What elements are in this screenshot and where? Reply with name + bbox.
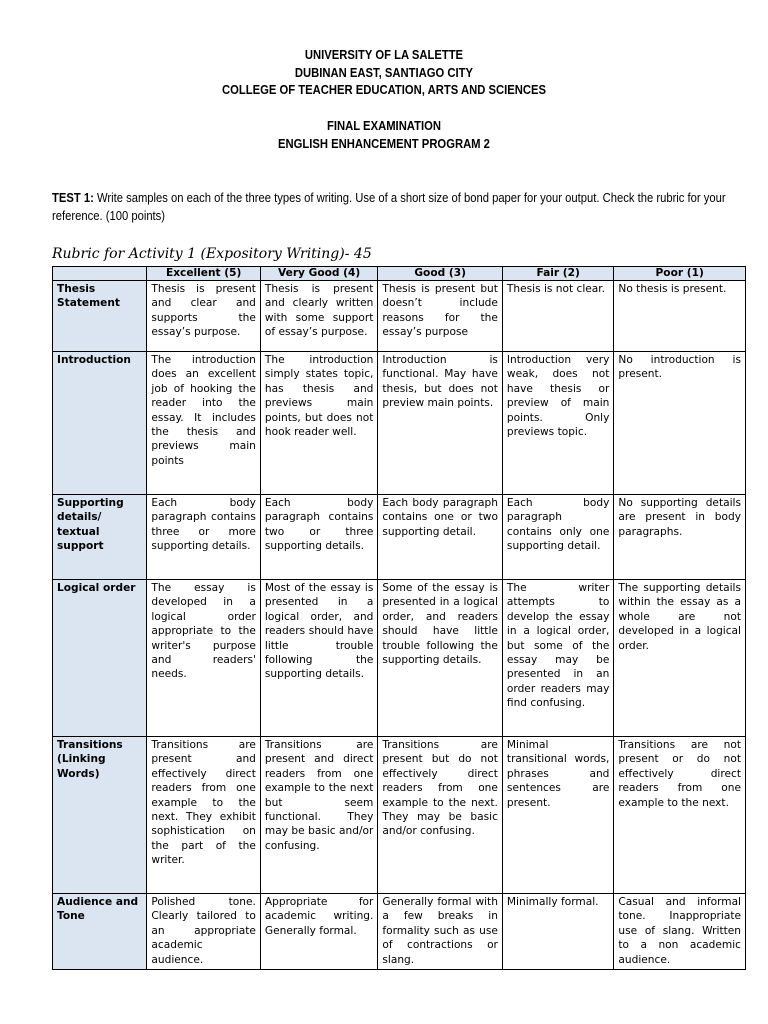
criterion-label: Transitions (Linking Words) bbox=[53, 737, 147, 894]
rubric-row-audience-tone bbox=[53, 894, 746, 970]
exam-header bbox=[38, 118, 729, 153]
rubric-cell: Most of the essay is presented in a logical order, and readers should have little trouble following the supporting details. bbox=[260, 580, 378, 737]
university-name: UNIVERSITY OF LA SALETTE bbox=[304, 48, 464, 62]
rubric-table bbox=[52, 266, 746, 970]
rubric-cell: Minimally formal. bbox=[502, 894, 613, 970]
rubric-row-introduction bbox=[53, 352, 746, 495]
column-header-poor: Poor (1) bbox=[614, 267, 746, 281]
rubric-cell: Polished tone. Clearly tailored to an appropriate academic audience. bbox=[147, 894, 260, 970]
rubric-cell: Each body paragraph contains two or three supporting details. bbox=[260, 495, 378, 580]
column-header-good: Good (3) bbox=[378, 267, 503, 281]
institution-header bbox=[38, 47, 729, 100]
rubric-cell: The supporting details within the essay as a whole are not developed in a logical order. bbox=[614, 580, 746, 737]
rubric-cell: The introduction does an excellent job of hooking the reader into the essay. It includes the thesis and previews main points bbox=[147, 352, 260, 495]
test-instructions bbox=[52, 189, 746, 224]
criterion-label: Audience and Tone bbox=[53, 894, 147, 970]
rubric-header-row bbox=[53, 267, 746, 281]
rubric-cell: Transitions are present and direct readers from one example to the next but seem functional. They may be basic and/or confusing. bbox=[260, 737, 378, 894]
rubric-row-thesis bbox=[53, 281, 746, 352]
rubric-cell: The introduction simply states topic, has thesis and previews main points, but does not hook reader well. bbox=[260, 352, 378, 495]
university-address: DUBINAN EAST, SANTIAGO CITY bbox=[294, 65, 474, 80]
test-text: Write samples on each of the three types of writing. Use of a short size of bond paper for your output. Check the rubric for your reference. (100 points) bbox=[52, 190, 726, 223]
rubric-cell: Thesis is present and clearly written with some support of essay’s purpose. bbox=[260, 281, 378, 352]
college-name: COLLEGE OF TEACHER EDUCATION, ARTS AND SCIENCES bbox=[222, 83, 546, 97]
rubric-cell: Casual and informal tone. Inappropriate use of slang. Written to a non academic audience. bbox=[614, 894, 746, 970]
column-header-excellent: Excellent (5) bbox=[147, 267, 260, 281]
rubric-row-transitions bbox=[53, 737, 746, 894]
rubric-cell: Each body paragraph contains only one supporting detail. bbox=[502, 495, 613, 580]
rubric-cell: Thesis is not clear. bbox=[502, 281, 613, 352]
rubric-cell: Each body paragraph contains one or two supporting detail. bbox=[378, 495, 503, 580]
rubric-cell: Minimal transitional words, phrases and sentences are present. bbox=[502, 737, 613, 894]
rubric-cell: Generally formal with a few breaks in formality such as use of contractions or slang. bbox=[378, 894, 503, 970]
column-header-fair: Fair (2) bbox=[502, 267, 613, 281]
rubric-cell: Introduction very weak, does not have thesis or preview of main points. Only previews topic. bbox=[502, 352, 613, 495]
rubric-cell: No supporting details are present in body paragraphs. bbox=[614, 495, 746, 580]
rubric-cell: No thesis is present. bbox=[614, 281, 746, 352]
criterion-label: Supporting details/ textual support bbox=[53, 495, 147, 580]
criterion-label: Thesis Statement bbox=[53, 281, 147, 352]
rubric-cell: The essay is developed in a logical order appropriate to the writer's purpose and readers' needs. bbox=[147, 580, 260, 737]
rubric-cell: Some of the essay is presented in a logical order, and readers should have little trouble following the supporting details. bbox=[378, 580, 503, 737]
rubric-cell: Each body paragraph contains three or more supporting details. bbox=[147, 495, 260, 580]
rubric-cell: No introduction is present. bbox=[614, 352, 746, 495]
rubric-corner-cell bbox=[53, 267, 147, 281]
rubric-title: Rubric for Activity 1 (Expository Writing)- 45 bbox=[52, 246, 372, 262]
exam-title: FINAL EXAMINATION bbox=[327, 119, 441, 133]
criterion-label: Introduction bbox=[53, 352, 147, 495]
program-title: ENGLISH ENHANCEMENT PROGRAM 2 bbox=[278, 136, 490, 151]
rubric-cell: The writer attempts to develop the essay in a logical order, but some of the essay may be presented in an order readers may find confusing. bbox=[502, 580, 613, 737]
rubric-cell: Transitions are not present or do not effectively direct readers from one example to the next. bbox=[614, 737, 746, 894]
rubric-cell: Thesis is present and clear and supports the essay’s purpose. bbox=[147, 281, 260, 352]
rubric-cell: Introduction is functional. May have thesis, but does not preview main points. bbox=[378, 352, 503, 495]
column-header-very-good: Very Good (4) bbox=[260, 267, 378, 281]
rubric-cell: Transitions are present and effectively direct readers from one example to the next. They exhibit sophistication on the part of the writer. bbox=[147, 737, 260, 894]
rubric-row-supporting-details bbox=[53, 495, 746, 580]
rubric-cell: Thesis is present but doesn’t include reasons for the essay’s purpose bbox=[378, 281, 503, 352]
test-label: TEST 1: bbox=[52, 190, 94, 205]
rubric-cell: Transitions are present but do not effectively direct readers from one example to the next. They may be basic and/or confusing. bbox=[378, 737, 503, 894]
criterion-label: Logical order bbox=[53, 580, 147, 737]
rubric-cell: Appropriate for academic writing. Generally formal. bbox=[260, 894, 378, 970]
rubric-row-logical-order bbox=[53, 580, 746, 737]
